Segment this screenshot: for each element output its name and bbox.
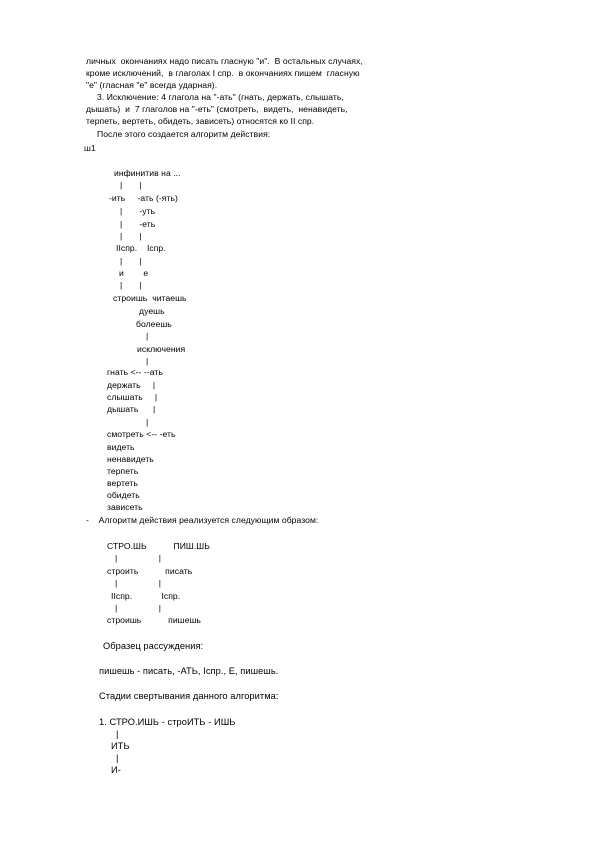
stage-1-i: И- bbox=[111, 765, 121, 775]
scheme-node-exception-word: держать | bbox=[107, 380, 156, 390]
stage-1-connector: | bbox=[116, 753, 119, 763]
algorithm-intro: После этого создается алгоритм действия: bbox=[97, 129, 271, 139]
paragraph-line: личных окончаниях надо писать гласную "и". В остальных случаях, bbox=[86, 56, 363, 66]
implementation-intro: - Алгоритм действия реализуется следующим образом: bbox=[86, 515, 319, 525]
paragraph-line: терпеть, вертеть, обидеть, зависеть) относятся ко II спр. bbox=[86, 116, 315, 126]
scheme-connector: | | bbox=[120, 180, 142, 190]
scheme-label: ш1 bbox=[84, 143, 96, 153]
scheme-node-exception-word: ненавидеть bbox=[107, 454, 154, 464]
scheme2-connector: | | bbox=[115, 578, 162, 588]
scheme2-connector: | | bbox=[115, 603, 162, 613]
scheme2-forms: СТРО.ШЬ ПИШ.ШЬ bbox=[107, 541, 210, 551]
stage-1-ity: ИТЬ bbox=[111, 741, 130, 751]
scheme-connector: | | bbox=[120, 231, 142, 241]
scheme-connector: | | bbox=[120, 280, 142, 290]
scheme2-infinitives: строить писать bbox=[107, 566, 193, 576]
scheme-node-examples: строишь читаешь bbox=[113, 293, 187, 303]
scheme-node-exception-word: вертеть bbox=[107, 478, 138, 488]
scheme-node-example: болеешь bbox=[136, 319, 172, 329]
scheme-node-ety: | -еть bbox=[120, 219, 156, 229]
paragraph-line: кроме исключений, в глаголах I спр. в окончаниях пишем гласную bbox=[86, 68, 360, 78]
scheme-connector: | bbox=[146, 417, 149, 427]
scheme-node-uty: | -уть bbox=[120, 206, 156, 216]
scheme2-conjugations: IIспр. Iспр. bbox=[111, 591, 181, 601]
scheme-node-exception-word: обидеть bbox=[107, 490, 140, 500]
scheme-connector: | | bbox=[120, 256, 142, 266]
sample-text: пишешь - писать, -АТЬ, Iспр., Е, пишешь. bbox=[99, 666, 279, 676]
sample-heading: Образец рассуждения: bbox=[103, 641, 204, 651]
scheme-node-smotret: смотреть <-- -еть bbox=[107, 429, 176, 439]
scheme-node-example: дуешь bbox=[139, 306, 165, 316]
scheme-connector: | bbox=[146, 356, 149, 366]
scheme-connector: | bbox=[146, 331, 149, 341]
scheme-node-exception-word: слышать | bbox=[107, 392, 158, 402]
stages-heading: Стадии свертывания данного алгоритма: bbox=[99, 691, 279, 701]
scheme-node-conjugation: IIспр. Iспр. bbox=[116, 243, 166, 253]
scheme-node-endings: -ить -ать (-ять) bbox=[109, 193, 178, 203]
paragraph-line: "е" (гласная "е" всегда ударная). bbox=[86, 80, 218, 90]
scheme-node-vowels: и е bbox=[119, 268, 149, 278]
exception-point: 3. Исключение: 4 глагола на "-ать" (гнать, держать, слышать, bbox=[97, 92, 344, 102]
scheme-node-exception-word: терпеть bbox=[107, 466, 139, 476]
paragraph-line: дышать) и 7 глаголов на "-еть" (смотреть, видеть, ненавидеть, bbox=[86, 104, 348, 114]
scheme-node-exception-word: дышать | bbox=[107, 404, 156, 414]
stage-1-connector: | bbox=[116, 729, 119, 739]
scheme-node-infinitive: инфинитив на ... bbox=[114, 168, 181, 178]
scheme-node-exception-word: видеть bbox=[107, 442, 135, 452]
scheme-node-exceptions: исключения bbox=[137, 344, 186, 354]
scheme-node-gnat: гнать <-- --ать bbox=[107, 367, 163, 377]
scheme2-connector: | | bbox=[115, 553, 162, 563]
scheme-node-exception-word: зависеть bbox=[107, 502, 143, 512]
stage-1-line: 1. СТРО.ИШЬ - строИТЬ - ИШЬ bbox=[99, 717, 236, 727]
scheme2-results: строишь пишешь bbox=[107, 615, 201, 625]
